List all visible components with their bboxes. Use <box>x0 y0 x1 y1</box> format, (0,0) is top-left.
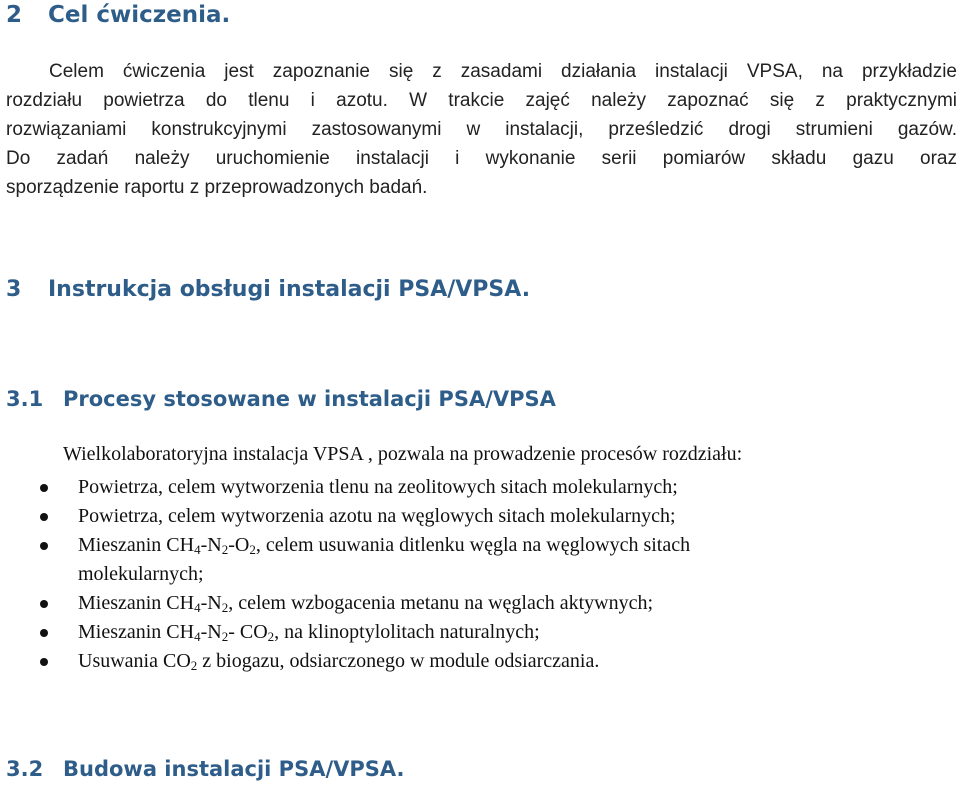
list-item: Powietrza, celem wytworzenia tlenu na zeolitowych sitach molekularnych; <box>0 473 960 502</box>
list-item: Mieszanin $CH_4-N_2$, celem wzbogacenia metanu na węglach aktywnych; <box>0 589 960 618</box>
section-3-2-heading <box>6 757 405 781</box>
section-title: Cel ćwiczenia. <box>48 2 231 28</box>
bullet-icon <box>40 600 48 608</box>
process-intro: Wielkolaboratoryjna instalacja VPSA , pozwala na prowadzenie procesów rozdziału: <box>63 443 743 465</box>
list-item: Mieszanin $CH_4-N_2-$ $CO_2$, na klinoptylolitach naturalnych; <box>0 618 960 647</box>
section-title: Budowa instalacji PSA/VPSA. <box>63 757 405 781</box>
paragraph-line: Celem ćwiczenia jest zapoznanie się z zasadami działania instalacji VPSA, na przykładzie <box>49 61 957 82</box>
paragraph-line: rozwiązaniami konstrukcyjnymi zastosowanymi w instalacji, prześledzić drogi strumieni gazów. <box>6 119 957 140</box>
section-number: 3.2 <box>6 757 44 781</box>
list-item: Mieszanin $CH_4-N_2-O_2$, celem usuwania ditlenku węgla na węglowych sitach <box>0 531 960 560</box>
bullet-icon <box>40 542 48 550</box>
paragraph-line: sporządzenie raportu z przeprowadzonych badań. <box>6 177 428 198</box>
list-item: Powietrza, celem wytworzenia azotu na węglowych sitach molekularnych; <box>0 502 960 531</box>
bullet-icon <box>40 658 48 666</box>
bullet-icon <box>40 484 48 492</box>
section-number: 2 <box>6 2 23 28</box>
section-number: 3 <box>6 277 22 302</box>
list-item: Usuwania $CO_2$ z biogazu, odsiarczonego w module odsiarczania. <box>0 647 960 676</box>
section-title: Procesy stosowane w instalacji PSA/VPSA <box>63 387 556 411</box>
process-list <box>0 473 960 676</box>
section-2-paragraph <box>6 57 957 202</box>
bullet-icon <box>40 513 48 521</box>
section-2-heading <box>6 2 230 28</box>
bullet-icon <box>40 629 48 637</box>
paragraph-line: rozdziału powietrza do tlenu i azotu. W trakcie zajęć należy zapoznać się z praktycznymi <box>6 90 957 111</box>
paragraph-line: Do zadań należy uruchomienie instalacji i wykonanie serii pomiarów składu gazu oraz <box>6 148 957 169</box>
list-item-continuation: molekularnych; <box>78 563 204 585</box>
section-3-1-heading <box>6 387 556 411</box>
section-3-heading <box>6 277 530 302</box>
section-number: 3.1 <box>6 387 44 411</box>
section-title: Instrukcja obsługi instalacji PSA/VPSA. <box>48 277 531 302</box>
